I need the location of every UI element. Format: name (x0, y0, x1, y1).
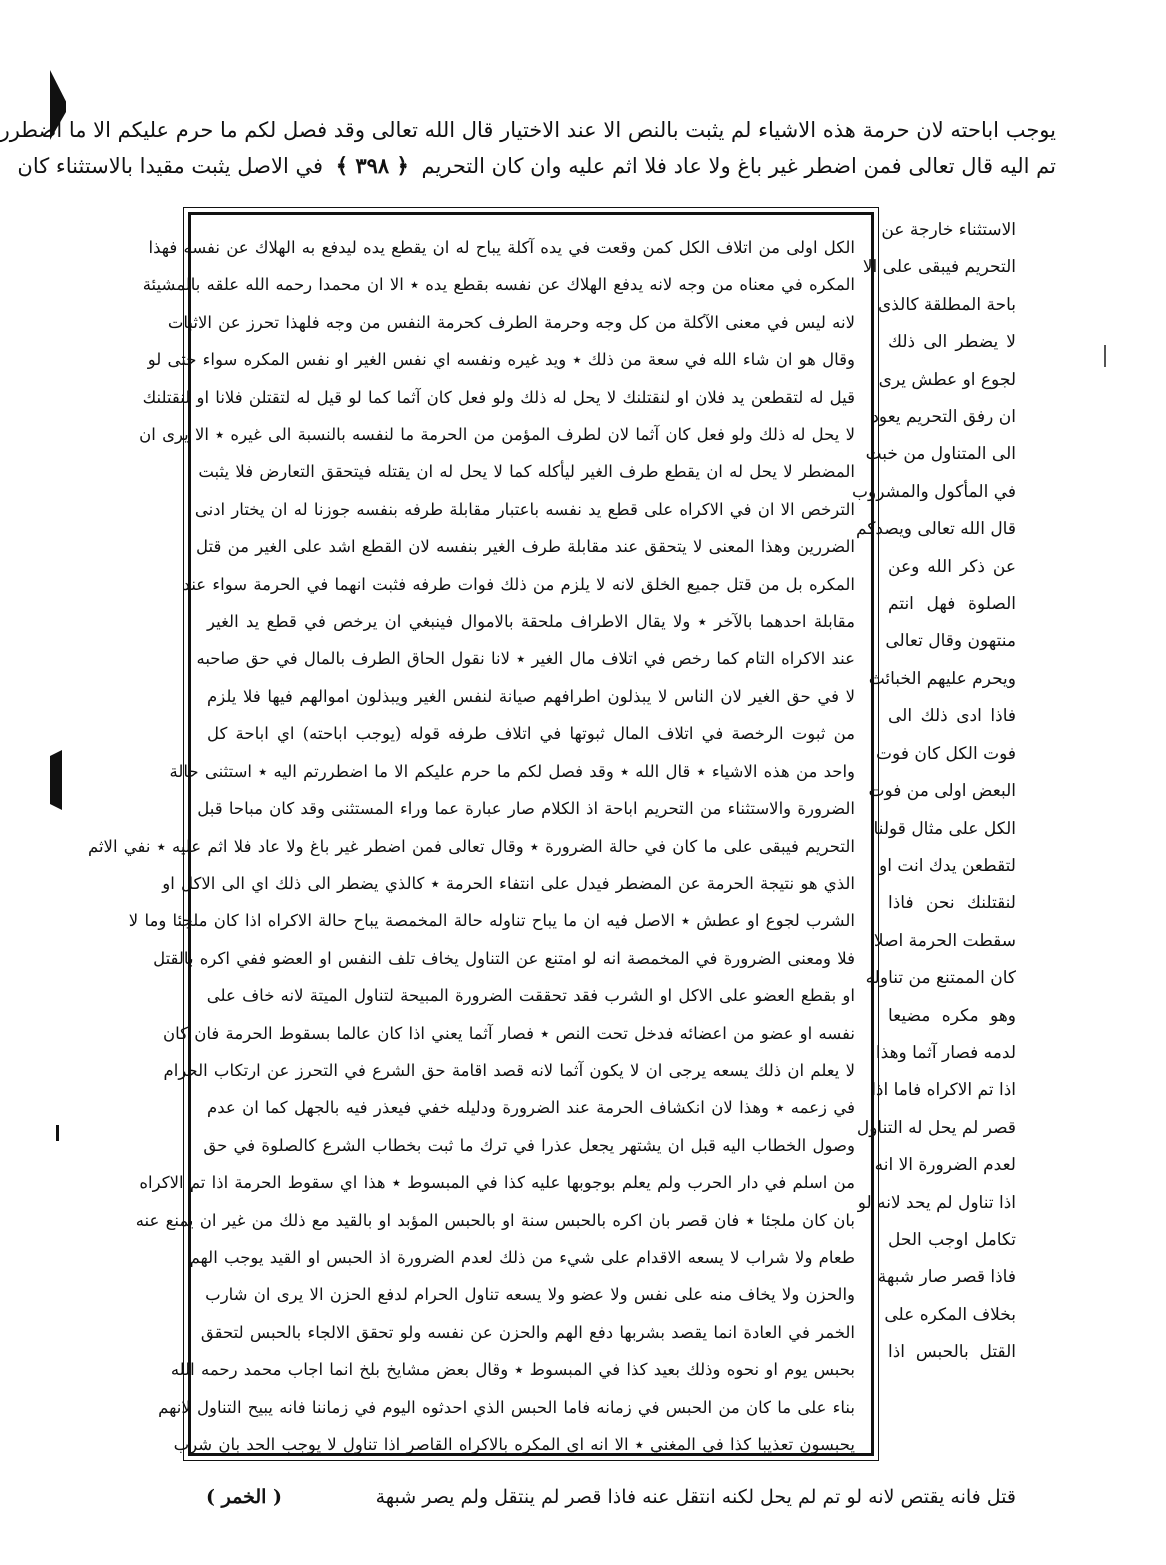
text-line: الضرورة والاستثناء من التحريم اباحة اذ الكلام صار عبارة عما وراء المستثنى وقد كان مباحا قبل (197, 799, 855, 819)
margin-line: الكل على مثال قولنا (873, 818, 1016, 839)
text-line: الشرب لجوع او عطش ٭ الاصل فيه ان ما يباح تناوله حالة المخمصة يباح حالة الاكراه اذا كان ملجئا وما لا (128, 911, 855, 931)
text-line: بحبس يوم او نحوه وذلك بعيد كذا في المبسوط ٭ وقال بعض مشايخ بلخ انما اجاب محمد رحمه الله (170, 1360, 855, 1380)
margin-line: سقطت الحرمة اصلا (873, 930, 1016, 951)
margin-line: الصلوة فهل انتم (888, 594, 1016, 615)
text-line: مقابلة احدهما بالآخر ٭ ولا يقال الاطراف ملحقة بالاموال فينبغي ان يرخص في قطع يد الغير (207, 612, 855, 632)
margin-line: عن ذكر الله وعن (888, 556, 1016, 577)
text-line: الخمر في العادة انما يقصد بشربها دفع الهم والحزن عن نفسه ولو تحقق الالجاء بالحبس لتحقق (200, 1322, 855, 1342)
main-text-frame (87, 212, 874, 1456)
catchword: ( الخمر ) (206, 1486, 283, 1508)
header-text (0, 112, 1056, 184)
margin-line: في المأكول والمشروب (852, 481, 1016, 502)
margin-line: لجوع او عطش يرى (878, 369, 1016, 390)
text-line: لانه ليس في معنى الآكلة من كل وجه وحرمة الطرف كحرمة النفس من وجه فلهذا تحرز عن الاثبات (167, 312, 855, 332)
text-line: وقال هو ان شاء الله في سعة من ذلك ٭ ويد غيره ونفسه اي نفس الغير او نفس المكره سواء حتى لو (147, 350, 855, 370)
text-line: المكره في معناه من وجه لانه يدفع الهلاك عن نفسه بقطع يده ٭ الا ان محمدا رحمه الله علقه بالمشيئة (142, 275, 855, 295)
margin-line: قصر لم يحل له التناول (856, 1117, 1016, 1138)
margin-commentary (852, 212, 1016, 1456)
text-line: من ثبوت الرخصة في اتلاف المال ثبوتها في اتلاف طرفه قوله (يوجب اباحته) اي اباحة كل (207, 724, 855, 744)
text-line: الكل اولى من اتلاف الكل كمن وقعت في يده آكلة يباح له ان يقطع يده ليدفع به الهلاك عن نفسه فهذا (148, 238, 855, 257)
text-line: بان كان ملجئا ٭ فان قصر بان اكره بالحبس سنة او بالحبس المؤبد او بالقيد مع ذلك من غير ان يمنع عنه (135, 1210, 855, 1230)
text-line: التحريم فيبقى على ما كان في حالة الضرورة ٭ وقال تعالى فمن اضطر غير باغ ولا عاد فلا اثم عليه ٭ نفي الاثم (87, 836, 855, 856)
main-commentary (87, 229, 855, 1463)
text-line: طعام ولا شراب لا يسعه الاقدام على شيء من ذلك لعدم الضرورة اذ الحبس او القيد يوجب الهم (189, 1247, 855, 1267)
text-line: او بقطع العضو على الاكل او الشرب فقد تحققت الضرورة المبيحة لتناول الميتة لانه خاف على (206, 986, 855, 1006)
header-line-1: يوجب اباحته لان حرمة هذه الاشياء لم يثبت بالنص الا عند الاختيار قال الله تعالى وقد فصل لكم ما حرم عليكم الا ما اضطرر (0, 118, 1056, 142)
text-line: قيل له لتقطعن يد فلان او لنقتلنك لا يحل له ذلك ولو فعل كان آثما كما لو قيل له لتقتلن فلانا او لنقتلنك (142, 387, 855, 407)
text-line: الترخص الا ان في الاكراه على قطع يد نفسه باعتبار مقابلة طرفه بنفسه جوزنا له ان يختار ادنى (194, 499, 855, 519)
text-line: من اسلم في دار الحرب ولم يعلم بوجوبها عليه كذا في المبسوط ٭ هذا اي سقوط الحرمة اذا تم الاكراه (139, 1173, 855, 1193)
margin-line: ويحرم عليهم الخبائث (868, 668, 1016, 689)
footer-text: قتل فانه يقتص لانه لو تم لم يحل لكنه انتقل عنه فاذا قصر لم ينتقل ولم يصر شبهة (375, 1486, 1016, 1508)
scan-edge-mark (50, 750, 62, 810)
text-line: يحبسون تعذيبا كذا في المغني ٭ الا انه اي المكره بالاكراه القاصر اذا تناول لا يوجب الحد بان شرب (173, 1435, 855, 1454)
text-line: واحد من هذه الاشياء ٭ قال الله ٭ وقد فصل لكم ما حرم عليكم الا ما اضطررتم اليه ٭ استثنى حالة (169, 761, 855, 781)
margin-line: منتهون وقال تعالى (885, 631, 1016, 652)
margin-line: وهو مكره مضيعا (888, 1005, 1016, 1026)
text-line: نفسه او عضو من اعضائه فدخل تحت النص ٭ فصار آثما يعني اذا كان عالما بسقوط الحرمة فان كان (163, 1023, 855, 1043)
header-line-2-left: في الاصل يثبت مقيدا بالاستثناء كان (17, 154, 323, 178)
text-line: الضررين وهذا المعنى لا يتحقق عند مقابلة طرف الغير بنفسه لان القطع اشد على الغير من قتل (196, 537, 855, 557)
text-line: عند الاكراه التام كما رخص في اتلاف مال الغير ٭ لانا نقول الحاق الطرف بالمال في حق صاحبه (196, 649, 855, 669)
margin-line: ان رفق التحريم يعود (871, 407, 1016, 428)
margin-line: لنقتلنك نحن فاذا (888, 893, 1016, 914)
scan-edge-mark (1104, 345, 1106, 367)
margin-line: القتل بالحبس اذا (888, 1342, 1016, 1363)
margin-line: تكامل اوجب الحل (888, 1229, 1016, 1250)
text-line: وصول الخطاب اليه قبل ان يشتهر يجعل عذرا في ترك ما ثبت بخطاب الشرع كالصلوة في حق (203, 1135, 855, 1155)
margin-line: فوت الكل كان فوت (876, 743, 1016, 764)
text-line: فلا ومعنى الضرورة في المخمصة انه لو امتنع عن التناول يخاف تلف النفس او العضو ففي اكره بالقتل (153, 948, 855, 968)
margin-line: الاستثناء خارجة عن (881, 220, 1016, 240)
margin-line: لا يضطر الى ذلك (888, 332, 1016, 353)
text-line: في زعمه ٭ وهذا لان انكشاف الحرمة عند الضرورة ودليله خفي فيعذر فيه بالجهل كما ان عدم (207, 1098, 855, 1118)
margin-line: فاذا قصر صار شبهة (877, 1267, 1016, 1288)
text-line: المضطر لا يحل له ان يقطع طرف الغير ليأكله كما لا يحل له ان يقتله فيتحقق التعارض فلا يثبت (198, 462, 855, 482)
page-number: ﴿ ٣٩٨ ﴾ (335, 153, 409, 178)
margin-line: قال الله تعالى ويصدكم (856, 519, 1016, 540)
text-line: بناء على ما كان من الحبس في زمانه فاما الحبس الذي احدثوه اليوم في زماننا فانه يبيح التناول لانهم (158, 1397, 855, 1417)
text-line: لا في حق الغير لان الناس لا يبذلون اطرافهم صيانة لنفس الغير ويبذلون اموالهم فيها فلا يلزم (207, 686, 855, 706)
footer (206, 1480, 1016, 1514)
margin-line: لعدم الضرورة الا انه (874, 1155, 1016, 1176)
margin-line: باحة المطلقة كالذى (877, 294, 1016, 315)
margin-line: الى المتناول من خبث (865, 444, 1016, 465)
text-line: الذي هو نتيجة الحرمة عن المضطر فيدل على انتفاء الحرمة ٭ كالذي يضطر الى ذلك اي الى الاكل او (162, 873, 855, 893)
margin-line: بخلاف المكره على (884, 1304, 1016, 1325)
text-line: لا يحل له ذلك ولو فعل كان آثما لان لطرف المؤمن من الحرمة ما لنفسه بالنسبة الى غيره ٭ الا يرى ان (139, 425, 855, 445)
margin-line: كان الممتنع من تناوله (865, 968, 1016, 989)
margin-line: التحريم فيبقى على الا (862, 257, 1016, 278)
text-line: لا يعلم ان ذلك يسعه يرجى ان لا يكون آثما لانه قصد اقامة حق الشرع في التحرز عن ارتكاب الحرام (163, 1060, 855, 1080)
margin-line: فاذا ادى ذلك الى (888, 706, 1016, 727)
margin-line: لدمه فصار آثما وهذا (875, 1042, 1016, 1063)
header-line-2 (17, 148, 1056, 184)
margin-line: البعض اولى من فوت (868, 781, 1016, 802)
margin-line: لتقطعن يدك انت او (879, 855, 1016, 876)
margin-line: اذا تناول لم يحد لانه لو (857, 1192, 1016, 1213)
header-line-2-right: تم اليه قال تعالى فمن اضطر غير باغ ولا عاد فلا اثم عليه وان كان التحريم (421, 154, 1056, 178)
text-line: والحزن ولا يخاف منه على نفس ولا عضو ولا يسعه تناول الحرام لدفع الحزن الا يرى ان شارب (205, 1285, 855, 1305)
scan-edge-mark (56, 1125, 59, 1141)
margin-line: اذا تم الاكراه فاما اذا (871, 1080, 1016, 1101)
text-line: المكره بل من قتل جميع الخلق لانه لا يلزم من ذلك فوات طرفه فثبت انهما في الحرمة سواء عند (182, 574, 855, 594)
